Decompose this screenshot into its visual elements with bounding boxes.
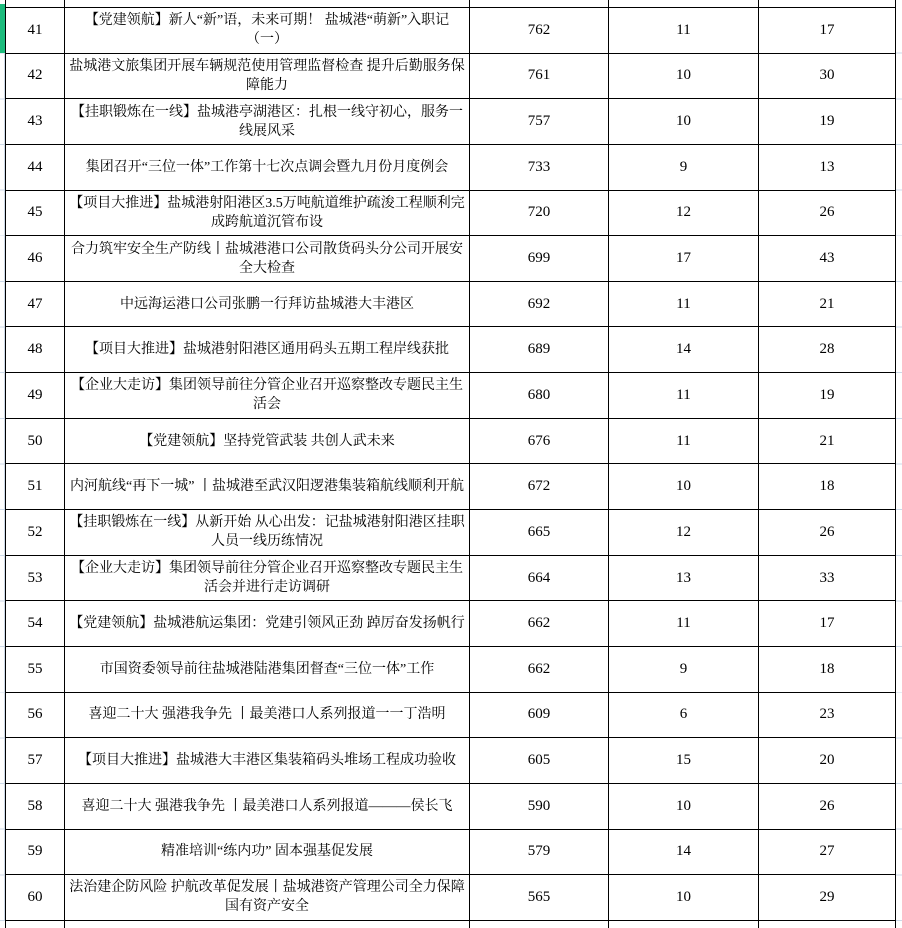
metric-2-cell[interactable]: 11 xyxy=(609,601,759,646)
article-title-cell[interactable]: 【挂职锻炼在一线】从新开始 从心出发：记盐城港射阳港区挂职人员一线历练情况 xyxy=(65,510,470,555)
metric-1-cell[interactable]: 590 xyxy=(470,784,609,829)
metric-3-cell[interactable]: 23 xyxy=(759,693,896,738)
metric-1-cell[interactable]: 609 xyxy=(470,693,609,738)
metric-3-cell[interactable]: 18 xyxy=(759,464,896,509)
metric-1-cell[interactable]: 680 xyxy=(470,373,609,418)
metric-1-cell[interactable]: 692 xyxy=(470,282,609,327)
metric-3-cell[interactable]: 20 xyxy=(759,738,896,783)
metric-3-cell[interactable]: 27 xyxy=(759,830,896,875)
metric-3-cell[interactable]: 28 xyxy=(759,327,896,372)
article-title-cell[interactable]: 【企业大走访】集团领导前往分管企业召开巡察整改专题民主生活会 xyxy=(65,373,470,418)
metric-3-cell[interactable]: 21 xyxy=(759,282,896,327)
metric-2-cell[interactable]: 10 xyxy=(609,99,759,144)
article-title-cell[interactable]: 【项目大推进】盐城港射阳港区通用码头五期工程岸线获批 xyxy=(65,327,470,372)
metric-2-cell[interactable]: 12 xyxy=(609,191,759,236)
metric-3-cell[interactable]: 26 xyxy=(759,784,896,829)
article-title-cell[interactable]: 市国资委领导前往盐城港陆港集团督查“三位一体”工作 xyxy=(65,647,470,692)
article-title-cell[interactable]: 【党建领航】新人“新”语，未来可期！ 盐城港“萌新”入职记（一） xyxy=(65,8,470,53)
row-index-cell[interactable]: 53 xyxy=(6,556,65,601)
metric-1-cell[interactable]: 761 xyxy=(470,54,609,99)
table-row xyxy=(5,145,896,191)
article-title-cell[interactable]: 喜迎二十大 强港我争先 丨最美港口人系列报道一一丁浩明 xyxy=(65,693,470,738)
metric-1-cell[interactable]: 605 xyxy=(470,738,609,783)
metric-2-cell[interactable]: 15 xyxy=(609,738,759,783)
table-row xyxy=(5,327,896,373)
metric-2-cell[interactable]: 14 xyxy=(609,327,759,372)
table-row xyxy=(5,191,896,237)
article-title-cell[interactable]: 中远海运港口公司张鹏一行拜访盐城港大丰港区 xyxy=(65,282,470,327)
metric-2-cell[interactable]: 9 xyxy=(609,647,759,692)
metric-3-cell[interactable]: 17 xyxy=(759,8,896,53)
metric-2-cell[interactable]: 10 xyxy=(609,784,759,829)
metric-3-cell[interactable]: 30 xyxy=(759,54,896,99)
row-index-cell[interactable]: 51 xyxy=(6,464,65,509)
article-title-cell[interactable]: 集团召开“三位一体”工作第十七次点调会暨九月份月度例会 xyxy=(65,145,470,190)
table-row xyxy=(5,8,896,54)
table-row xyxy=(5,282,896,328)
metric-2-cell[interactable]: 12 xyxy=(609,510,759,555)
metric-1-cell[interactable]: 676 xyxy=(470,419,609,464)
row-selection-indicator xyxy=(0,4,5,53)
article-title-cell[interactable]: 【挂职锻炼在一线】盐城港亭湖港区：扎根一线守初心，服务一线展风采 xyxy=(65,99,470,144)
metric-1-cell[interactable]: 662 xyxy=(470,601,609,646)
metric-1-cell[interactable]: 757 xyxy=(470,99,609,144)
metric-1-cell[interactable]: 665 xyxy=(470,510,609,555)
metric-3-cell[interactable]: 21 xyxy=(759,419,896,464)
article-title-cell[interactable]: 【项目大推进】盐城港射阳港区3.5万吨航道维护疏浚工程顺利完成跨航道沉管布设 xyxy=(65,191,470,236)
row-index-cell[interactable]: 59 xyxy=(6,830,65,875)
article-title-cell[interactable]: 法治建企防风险 护航改革促发展丨盐城港资产管理公司全力保障国有资产安全 xyxy=(65,875,470,920)
metric-2-cell[interactable]: 11 xyxy=(609,419,759,464)
row-index-cell[interactable]: 56 xyxy=(6,693,65,738)
metric-2-cell[interactable]: 10 xyxy=(609,54,759,99)
metric-3-cell[interactable]: 19 xyxy=(759,99,896,144)
partial-row-above xyxy=(5,0,896,8)
table-row xyxy=(5,236,896,282)
table-row xyxy=(5,99,896,145)
row-index-cell[interactable]: 46 xyxy=(6,236,65,281)
table-row xyxy=(5,601,896,647)
table-row xyxy=(5,875,896,921)
row-index-cell[interactable]: 57 xyxy=(6,738,65,783)
metric-2-cell[interactable]: 10 xyxy=(609,875,759,920)
table-row xyxy=(5,647,896,693)
table-row xyxy=(5,510,896,556)
right-sheet-gutter xyxy=(896,8,902,921)
article-title-cell[interactable]: 【党建领航】盐城港航运集团：党建引领风正劲 踔厉奋发扬帆行 xyxy=(65,601,470,646)
metric-2-cell[interactable]: 6 xyxy=(609,693,759,738)
row-index-cell[interactable]: 44 xyxy=(6,145,65,190)
metric-3-cell[interactable]: 19 xyxy=(759,373,896,418)
metric-3-cell[interactable]: 13 xyxy=(759,145,896,190)
row-index-cell[interactable]: 48 xyxy=(6,327,65,372)
metric-1-cell[interactable]: 733 xyxy=(470,145,609,190)
row-index-cell[interactable]: 55 xyxy=(6,647,65,692)
article-title-cell[interactable]: 【项目大推进】盐城港大丰港区集装箱码头堆场工程成功验收 xyxy=(65,738,470,783)
metric-2-cell[interactable]: 17 xyxy=(609,236,759,281)
table-row xyxy=(5,54,896,100)
table-body xyxy=(5,8,896,921)
metric-1-cell[interactable]: 672 xyxy=(470,464,609,509)
article-title-cell[interactable]: 喜迎二十大 强港我争先 丨最美港口人系列报道———侯长飞 xyxy=(65,784,470,829)
table-row xyxy=(5,738,896,784)
row-index-cell[interactable]: 50 xyxy=(6,419,65,464)
metric-2-cell[interactable]: 14 xyxy=(609,830,759,875)
table-row xyxy=(5,830,896,876)
metric-2-cell[interactable]: 9 xyxy=(609,145,759,190)
metric-2-cell[interactable]: 11 xyxy=(609,282,759,327)
metric-1-cell[interactable]: 664 xyxy=(470,556,609,601)
metric-1-cell[interactable]: 699 xyxy=(470,236,609,281)
metric-1-cell[interactable]: 565 xyxy=(470,875,609,920)
metric-3-cell[interactable]: 26 xyxy=(759,510,896,555)
metric-3-cell[interactable]: 29 xyxy=(759,875,896,920)
row-index-cell[interactable]: 52 xyxy=(6,510,65,555)
table-row xyxy=(5,373,896,419)
row-index-cell[interactable]: 58 xyxy=(6,784,65,829)
metric-3-cell[interactable]: 43 xyxy=(759,236,896,281)
row-index-cell[interactable]: 45 xyxy=(6,191,65,236)
row-index-cell[interactable]: 49 xyxy=(6,373,65,418)
partial-row-below xyxy=(5,921,896,928)
metric-2-cell[interactable]: 10 xyxy=(609,464,759,509)
metric-2-cell[interactable]: 11 xyxy=(609,373,759,418)
metric-1-cell[interactable]: 579 xyxy=(470,830,609,875)
table-row xyxy=(5,419,896,465)
article-title-cell[interactable]: 盐城港文旅集团开展车辆规范使用管理监督检查 提升后勤服务保障能力 xyxy=(65,54,470,99)
row-index-cell[interactable]: 60 xyxy=(6,875,65,920)
metric-3-cell[interactable]: 18 xyxy=(759,647,896,692)
metric-3-cell[interactable]: 17 xyxy=(759,601,896,646)
metric-3-cell[interactable]: 26 xyxy=(759,191,896,236)
row-index-cell[interactable]: 41 xyxy=(6,8,65,53)
article-title-cell[interactable]: 合力筑牢安全生产防线丨盐城港港口公司散货码头分公司开展安全大检查 xyxy=(65,236,470,281)
metric-1-cell[interactable]: 762 xyxy=(470,8,609,53)
table-row xyxy=(5,784,896,830)
article-title-cell[interactable]: 精准培训“练内功” 固本强基促发展 xyxy=(65,830,470,875)
metric-1-cell[interactable]: 662 xyxy=(470,647,609,692)
article-title-cell[interactable]: 【党建领航】坚持党管武装 共创人武未来 xyxy=(65,419,470,464)
row-index-cell[interactable]: 42 xyxy=(6,54,65,99)
article-title-cell[interactable]: 内河航线“再下一城” 丨盐城港至武汉阳逻港集装箱航线顺利开航 xyxy=(65,464,470,509)
metric-3-cell[interactable]: 33 xyxy=(759,556,896,601)
article-title-cell[interactable]: 【企业大走访】集团领导前往分管企业召开巡察整改专题民主生活会并进行走访调研 xyxy=(65,556,470,601)
metric-1-cell[interactable]: 689 xyxy=(470,327,609,372)
table-row xyxy=(5,464,896,510)
row-index-cell[interactable]: 43 xyxy=(6,99,65,144)
row-index-cell[interactable]: 47 xyxy=(6,282,65,327)
table-row xyxy=(5,693,896,739)
article-stats-table xyxy=(5,0,896,928)
metric-2-cell[interactable]: 13 xyxy=(609,556,759,601)
table-row xyxy=(5,556,896,602)
metric-1-cell[interactable]: 720 xyxy=(470,191,609,236)
metric-2-cell[interactable]: 11 xyxy=(609,8,759,53)
row-index-cell[interactable]: 54 xyxy=(6,601,65,646)
